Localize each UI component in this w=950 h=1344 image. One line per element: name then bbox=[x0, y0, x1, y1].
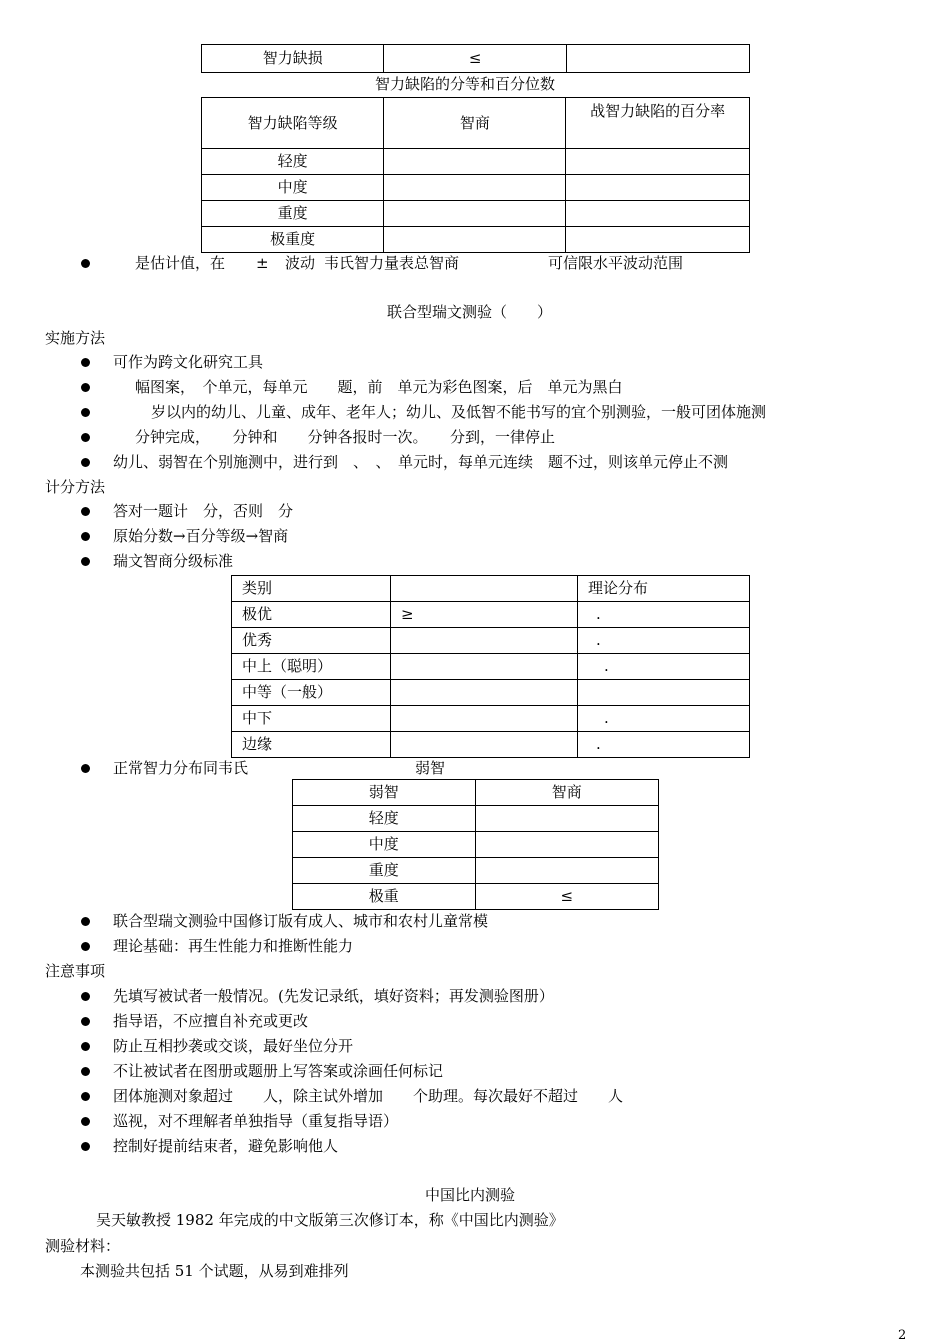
grades-row-label: 极重度 bbox=[202, 227, 384, 253]
method-item: 幅图案， 个单元，每单元 题，前 单元为彩色图案，后 单元为黑白 bbox=[135, 378, 623, 396]
scoring-item: 原始分数→百分等级→智商 bbox=[113, 527, 289, 545]
bullet-icon bbox=[81, 764, 90, 773]
raven-cell: 优秀 bbox=[232, 628, 391, 654]
bullet-icon bbox=[81, 1042, 90, 1051]
raven-cell: . bbox=[578, 628, 750, 654]
raven-cell bbox=[391, 654, 578, 680]
estimate-text-a: 是估计值，在 bbox=[135, 254, 226, 272]
raven-grade-table bbox=[231, 575, 750, 758]
raven-cell: . bbox=[578, 706, 750, 732]
method-item: 分钟完成， 分钟和 分钟各报时一次。 分到，一律停止 bbox=[135, 428, 556, 446]
raven-header: 理论分布 bbox=[578, 576, 750, 602]
binet-intro: 吴天敏教授 1982 年完成的中文版第三次修订本，称《中国比内测验》 bbox=[96, 1211, 564, 1229]
materials-heading: 测验材料： bbox=[45, 1237, 121, 1255]
bullet-icon bbox=[81, 507, 90, 516]
notes-item: 指导语，不应擅自补充或更改 bbox=[113, 1012, 309, 1030]
raven-cell: 中下 bbox=[232, 706, 391, 732]
retard-header: 智商 bbox=[475, 780, 659, 806]
raven-cell: ≥ bbox=[391, 602, 578, 628]
retard-cell bbox=[475, 858, 659, 884]
raven-more-item: 理论基础：再生性能力和推断性能力 bbox=[113, 937, 354, 955]
notes-item: 巡视，对不理解者单独指导（重复指导语） bbox=[113, 1112, 399, 1130]
grades-table-caption: 智力缺陷的分等和百分位数 bbox=[375, 75, 556, 93]
raven-cell: 边缘 bbox=[232, 732, 391, 758]
scoring-item: 瑞文智商分级标准 bbox=[113, 552, 234, 570]
bullet-icon bbox=[81, 942, 90, 951]
bullet-icon bbox=[81, 1067, 90, 1076]
method-item: 岁以内的幼儿、儿童、成年、老年人；幼儿、及低智不能书写的宜个别测验，一般可团体施测 bbox=[151, 403, 767, 421]
raven-cell bbox=[391, 680, 578, 706]
estimate-text-d: 韦氏智力量表总智商 bbox=[324, 254, 460, 272]
grades-row-label: 轻度 bbox=[202, 149, 384, 175]
retard-cell bbox=[475, 806, 659, 832]
raven-header bbox=[391, 576, 578, 602]
bullet-icon bbox=[81, 1092, 90, 1101]
bullet-icon bbox=[81, 408, 90, 417]
raven-header: 类别 bbox=[232, 576, 391, 602]
retard-cell bbox=[475, 832, 659, 858]
bullet-icon bbox=[81, 1142, 90, 1151]
grades-table bbox=[201, 97, 750, 253]
scoring-heading: 计分方法 bbox=[45, 478, 106, 496]
bullet-icon bbox=[81, 992, 90, 1001]
raven-cell: . bbox=[578, 654, 750, 680]
raven-cell: . bbox=[578, 602, 750, 628]
estimate-text-b: ± bbox=[256, 254, 269, 272]
deficit-blank bbox=[566, 45, 749, 73]
grades-header-percent: 战智力缺陷的百分率 bbox=[566, 98, 750, 149]
retard-cell: 轻度 bbox=[293, 806, 476, 832]
normal-dist-label: 弱智 bbox=[415, 759, 446, 777]
raven-cell bbox=[391, 706, 578, 732]
retard-header: 弱智 bbox=[293, 780, 476, 806]
notes-heading: 注意事项 bbox=[45, 962, 106, 980]
method-item: 幼儿、弱智在个别施测中，进行到 、 、 单元时，每单元连续 题不过，则该单元停止不测 bbox=[113, 453, 729, 471]
raven-cell: 中上（聪明） bbox=[232, 654, 391, 680]
binet-title: 中国比内测验 bbox=[425, 1186, 516, 1204]
bullet-icon bbox=[81, 259, 90, 268]
deficit-value: ≤ bbox=[384, 45, 566, 73]
raven-cell: . bbox=[578, 732, 750, 758]
scoring-item: 答对一题计 分，否则 分 bbox=[113, 502, 294, 520]
raven-cell bbox=[578, 680, 750, 706]
bullet-icon bbox=[81, 917, 90, 926]
bullet-icon bbox=[81, 1017, 90, 1026]
grades-header-level: 智力缺陷等级 bbox=[202, 98, 384, 149]
raven-cell: 中等（一般） bbox=[232, 680, 391, 706]
notes-item: 控制好提前结束者，避免影响他人 bbox=[113, 1137, 339, 1155]
grades-row-label: 中度 bbox=[202, 175, 384, 201]
retard-table bbox=[292, 779, 659, 910]
raven-cell: 极优 bbox=[232, 602, 391, 628]
raven-cell bbox=[391, 628, 578, 654]
deficit-label: 智力缺损 bbox=[202, 45, 384, 73]
bullet-icon bbox=[81, 532, 90, 541]
notes-item: 团体施测对象超过 人，除主试外增加 个助理。每次最好不超过 人 bbox=[113, 1087, 624, 1105]
notes-item: 防止互相抄袭或交谈，最好坐位分开 bbox=[113, 1037, 354, 1055]
page-number: 2 bbox=[898, 1328, 907, 1343]
raven-more-item: 联合型瑞文测验中国修订版有成人、城市和农村儿童常模 bbox=[113, 912, 489, 930]
bullet-icon bbox=[81, 557, 90, 566]
raven-cell bbox=[391, 732, 578, 758]
bullet-icon bbox=[81, 383, 90, 392]
bullet-icon bbox=[81, 458, 90, 467]
estimate-text-e: 可信限水平波动范围 bbox=[548, 254, 684, 272]
notes-item: 不让被试者在图册或题册上写答案或涂画任何标记 bbox=[113, 1062, 444, 1080]
grades-header-iq: 智商 bbox=[384, 98, 566, 149]
retard-cell: 极重 bbox=[293, 884, 476, 910]
retard-cell: 重度 bbox=[293, 858, 476, 884]
estimate-text-c: 波动 bbox=[285, 254, 316, 272]
method-heading: 实施方法 bbox=[45, 329, 106, 347]
notes-item: 先填写被试者一般情况。(先发记录纸，填好资料；再发测验图册） bbox=[113, 987, 554, 1005]
iq-deficit-table bbox=[201, 44, 750, 73]
retard-cell: 中度 bbox=[293, 832, 476, 858]
bullet-icon bbox=[81, 358, 90, 367]
raven-title: 联合型瑞文测验（ ） bbox=[387, 303, 553, 321]
grades-row-label: 重度 bbox=[202, 201, 384, 227]
materials-text: 本测验共包括 51 个试题，从易到难排列 bbox=[80, 1262, 349, 1280]
normal-dist-text: 正常智力分布同韦氏 bbox=[113, 759, 249, 777]
method-item: 可作为跨文化研究工具 bbox=[113, 353, 264, 371]
bullet-icon bbox=[81, 433, 90, 442]
bullet-icon bbox=[81, 1117, 90, 1126]
retard-cell: ≤ bbox=[475, 884, 659, 910]
